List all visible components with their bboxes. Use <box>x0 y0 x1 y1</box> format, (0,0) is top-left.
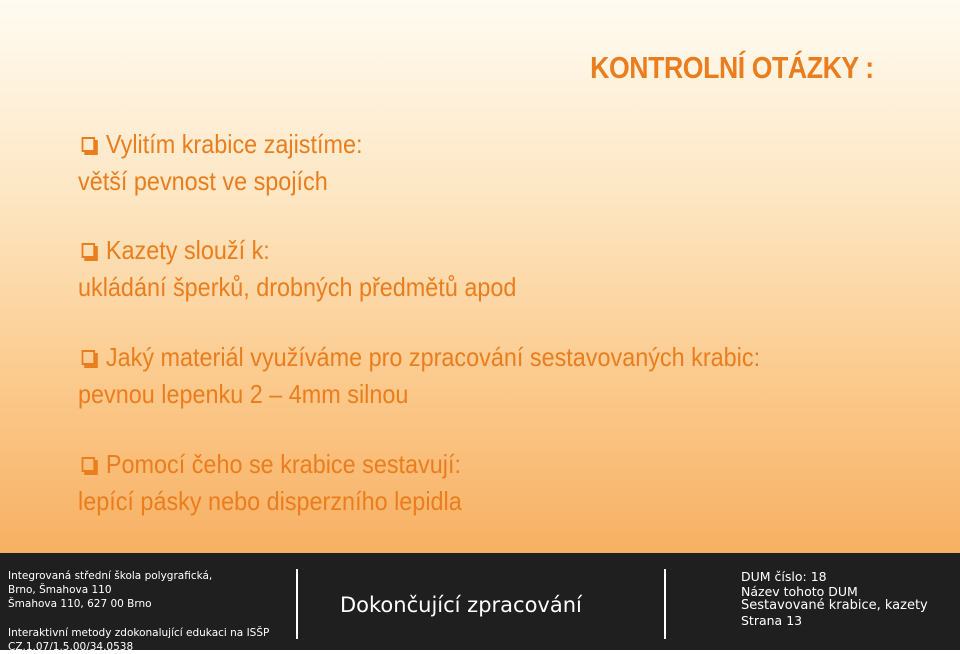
question-item <box>78 339 836 413</box>
dum-number: DUM číslo: 18 <box>741 569 827 584</box>
footer-divider <box>664 569 666 639</box>
dum-info <box>741 570 928 628</box>
checkbox-bullet-icon <box>82 457 96 472</box>
answer-text: větší pevnost ve spojích <box>78 166 328 196</box>
slide-title: KONTROLNÍ OTÁZKY : <box>590 50 874 85</box>
question-item <box>78 232 565 306</box>
checkbox-bullet-icon <box>82 137 96 152</box>
answer-text: pevnou lepenku 2 – 4mm silnou <box>78 379 409 409</box>
checkbox-bullet-icon <box>82 350 96 365</box>
school-name: Integrovaná střední škola polygrafická, <box>8 570 213 582</box>
question-text: Kazety slouží k: <box>105 235 270 265</box>
footer-divider <box>296 569 298 639</box>
dum-name-label: Název tohoto DUM <box>741 583 858 599</box>
question-text: Vylitím krabice zajistíme: <box>105 129 363 159</box>
answer-text: ukládání šperků, drobných předmětů apod <box>78 272 517 302</box>
footer-bar <box>0 553 960 653</box>
answer-text: lepící pásky nebo disperzního lepidla <box>78 486 462 516</box>
question-item <box>78 446 504 520</box>
checkbox-bullet-icon <box>82 243 96 258</box>
footer-center-title: Dokončující zpracování <box>340 593 582 617</box>
dum-name: Sestavované krabice, kazety <box>741 598 928 613</box>
school-city: Brno, Šmahova 110 <box>8 584 112 596</box>
project-code: CZ.1.07/1.5.00/34.0538 <box>8 641 134 653</box>
question-text: Jaký materiál využíváme pro zpracování sestavovaných krabic: <box>105 342 761 372</box>
project-name: Interaktivní metody zdokonalující edukaci na ISŠP <box>8 627 270 639</box>
school-address: Šmahova 110, 627 00 Brno <box>8 598 152 610</box>
page-number: Strana 13 <box>741 612 803 628</box>
school-info <box>8 569 212 611</box>
question-text: Pomocí čeho se krabice sestavují: <box>105 449 461 479</box>
question-item <box>78 126 394 200</box>
